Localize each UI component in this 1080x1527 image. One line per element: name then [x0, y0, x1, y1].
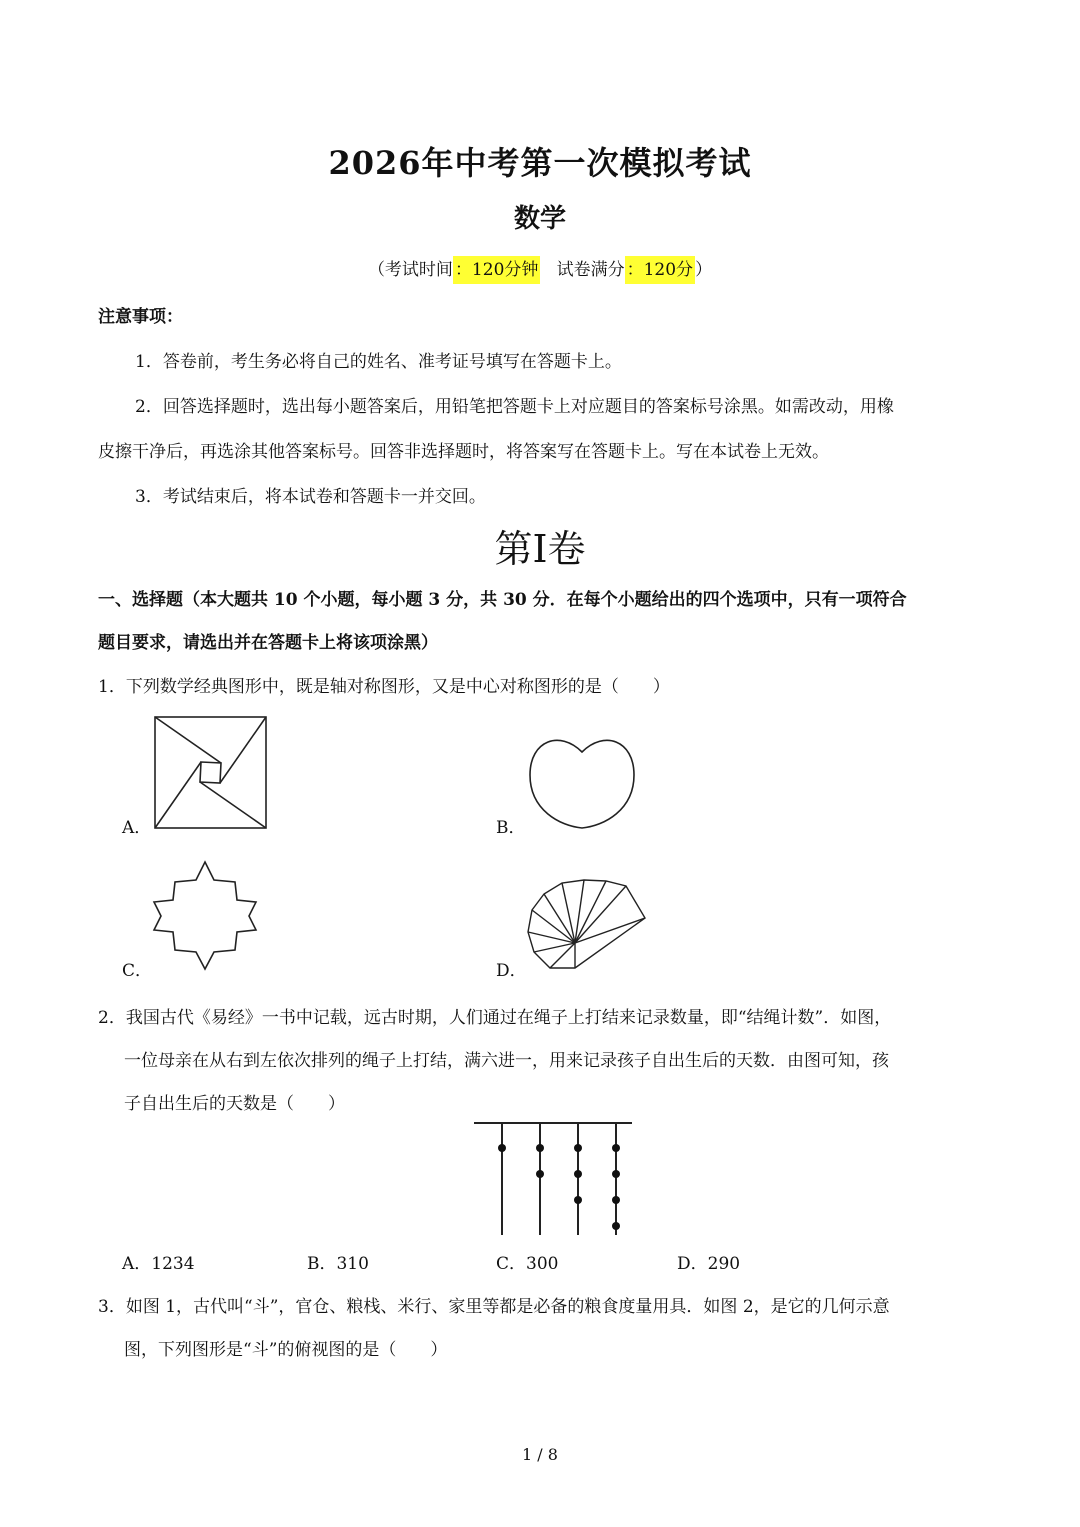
q1-option-b-label: B． — [496, 818, 526, 838]
rope-2-knot — [536, 1170, 544, 1178]
time-value: ：120分钟 — [453, 256, 540, 284]
notice-item-3: 3．考试结束后，将本试卷和答题卡一并交回。 — [135, 487, 486, 507]
page-number: 1 / 8 — [522, 1445, 558, 1464]
notice-heading: 注意事项： — [98, 307, 183, 327]
rope-4-knot — [612, 1144, 620, 1152]
rope-2-knot — [536, 1144, 544, 1152]
notice-item-2-line2: 皮擦干净后，再选涂其他答案标号。回答非选择题时，将答案写在答题卡上。写在本试卷上无效。 — [98, 442, 829, 462]
q1-option-d-label: D． — [496, 961, 527, 981]
q2-stem-line2: 一位母亲在从右到左依次排列的绳子上打结，满六进一，用来记录孩子自出生后的天数．由图可知，孩 — [124, 1051, 889, 1071]
q2-option-b: B．310 — [307, 1254, 369, 1274]
notice-item-2-line1: 2．回答选择题时，选出每小题答案后，用铅笔把答题卡上对应题目的答案标号涂黑。如需改动，用橡 — [135, 397, 894, 417]
q1-stem: 1．下列数学经典图形中，既是轴对称图形，又是中心对称图形的是（ ） — [98, 677, 670, 697]
exam-subject: 数学 — [513, 204, 566, 234]
rope-3-knot — [574, 1170, 582, 1178]
section-heading-line2: 题目要求，请选出并在答题卡上将该项涂黑） — [98, 633, 438, 653]
rope-4-knot — [612, 1170, 620, 1178]
closing-paren: ） — [695, 260, 713, 280]
rope-4-knot — [612, 1196, 620, 1204]
q2-stem-line3: 子自出生后的天数是（ ） — [124, 1094, 345, 1114]
section-heading-line1: 一、选择题（本大题共 10 个小题，每小题 3 分，共 30 分．在每个小题给出的四个选项中，只有一项符合 — [98, 590, 907, 610]
q2-option-c: C．300 — [496, 1254, 559, 1274]
rope-3-knot — [574, 1144, 582, 1152]
q2-option-a: A．1234 — [122, 1254, 195, 1274]
q2-stem-line1: 2．我国古代《易经》一书中记载，远古时期，人们通过在绳子上打结来记录数量，即“结绳计数”．如图， — [98, 1008, 892, 1028]
q1-option-c-label: C． — [122, 961, 153, 981]
score-value: ：120分 — [625, 256, 695, 284]
notice-item-1: 1．答卷前，考生务必将自己的姓名、准考证号填写在答题卡上。 — [135, 352, 622, 372]
rope-1-knot — [498, 1144, 506, 1152]
volume-title: 第I卷 — [494, 527, 586, 571]
score-label: 试卷满分 — [556, 260, 625, 280]
time-label: （考试时间 — [367, 260, 453, 280]
q2-option-d: D．290 — [677, 1254, 741, 1274]
q3-stem-line1: 3．如图 1，古代叫“斗”，官仓、粮栈、米行、家里等都是必备的粮食度量用具．如图 2，是它的几何示意 — [98, 1297, 890, 1317]
exam-title: 2026年中考第一次模拟考试 — [328, 144, 752, 182]
rope-3-knot — [574, 1196, 582, 1204]
q1-option-a-label: A． — [122, 818, 152, 838]
rope-4-knot — [612, 1222, 620, 1230]
q3-stem-line2: 图，下列图形是“斗”的俯视图的是（ ） — [124, 1340, 448, 1360]
